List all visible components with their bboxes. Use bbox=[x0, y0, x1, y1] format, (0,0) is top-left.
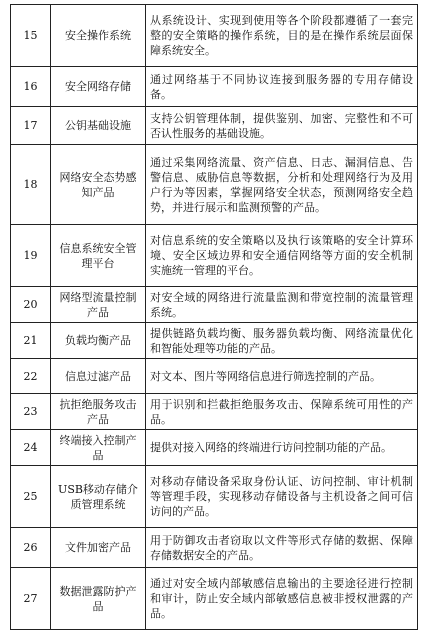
product-description: 通过采集网络流量、资产信息、日志、漏洞信息、告警信息、威胁信息等数据，分析和处理网络行为及用户行为等因素，掌握网络安全状态，预测网络安全趋势，并进行展示和监测预警的产品。 bbox=[146, 145, 418, 225]
product-name: 信息系统安全管理平台 bbox=[51, 225, 146, 287]
row-number: 16 bbox=[11, 67, 51, 107]
product-description: 支持公钥管理体制，提供鉴别、加密、完整性和不可否认性服务的基础设施。 bbox=[146, 107, 418, 145]
product-name: 信息过滤产品 bbox=[51, 359, 146, 394]
table-row bbox=[11, 225, 418, 287]
table-row bbox=[11, 466, 418, 528]
row-number: 22 bbox=[11, 359, 51, 394]
product-description: 用于防御攻击者窃取以文件等形式存储的数据、保障存储数据安全的产品。 bbox=[146, 528, 418, 568]
product-name: 公钥基础设施 bbox=[51, 107, 146, 145]
row-number: 20 bbox=[11, 287, 51, 323]
table-row bbox=[11, 359, 418, 394]
product-description: 通过对安全域内部敏感信息输出的主要途径进行控制和审计，防止安全域内部敏感信息被非授权泄露的产品。 bbox=[146, 568, 418, 630]
product-name: 负载均衡产品 bbox=[51, 323, 146, 359]
product-description: 对安全域的网络进行流量监测和带宽控制的流量管理系统。 bbox=[146, 287, 418, 323]
row-number: 26 bbox=[11, 528, 51, 568]
table-row bbox=[11, 568, 418, 630]
product-name: 安全网络存储 bbox=[51, 67, 146, 107]
row-number: 15 bbox=[11, 5, 51, 67]
table-row bbox=[11, 107, 418, 145]
product-name: 网络型流量控制产品 bbox=[51, 287, 146, 323]
product-description: 对文本、图片等网络信息进行筛选控制的产品。 bbox=[146, 359, 418, 394]
product-table bbox=[10, 4, 418, 630]
product-description: 对移动存储设备采取身份认证、访问控制、审计机制等管理手段，实现移动存储设备与主机设备之间可信访问的产品。 bbox=[146, 466, 418, 528]
product-description: 提供对接入网络的终端进行访问控制功能的产品。 bbox=[146, 430, 418, 466]
product-name: USB移动存储介质管理系统 bbox=[51, 466, 146, 528]
table-row bbox=[11, 323, 418, 359]
row-number: 23 bbox=[11, 394, 51, 430]
table-row bbox=[11, 394, 418, 430]
table-row bbox=[11, 430, 418, 466]
product-description: 提供链路负载均衡、服务器负载均衡、网络流量优化和智能处理等功能的产品。 bbox=[146, 323, 418, 359]
product-description: 从系统设计、实现到使用等各个阶段都遵循了一套完整的安全策略的操作系统，目的是在操作系统层面保障系统安全。 bbox=[146, 5, 418, 67]
row-number: 25 bbox=[11, 466, 51, 528]
row-number: 27 bbox=[11, 568, 51, 630]
table-row bbox=[11, 287, 418, 323]
product-name: 数据泄露防护产品 bbox=[51, 568, 146, 630]
table-row bbox=[11, 5, 418, 67]
row-number: 21 bbox=[11, 323, 51, 359]
product-description: 对信息系统的安全策略以及执行该策略的安全计算环境、安全区域边界和安全通信网络等方面的安全机制实施统一管理的平台。 bbox=[146, 225, 418, 287]
row-number: 17 bbox=[11, 107, 51, 145]
product-name: 网络安全态势感知产品 bbox=[51, 145, 146, 225]
table-row bbox=[11, 67, 418, 107]
product-name: 抗拒绝服务攻击产品 bbox=[51, 394, 146, 430]
row-number: 19 bbox=[11, 225, 51, 287]
product-name: 终端接入控制产品 bbox=[51, 430, 146, 466]
product-description: 用于识别和拦截拒绝服务攻击、保障系统可用性的产品。 bbox=[146, 394, 418, 430]
product-name: 安全操作系统 bbox=[51, 5, 146, 67]
row-number: 18 bbox=[11, 145, 51, 225]
row-number: 24 bbox=[11, 430, 51, 466]
product-description: 通过网络基于不同协议连接到服务器的专用存储设备。 bbox=[146, 67, 418, 107]
product-name: 文件加密产品 bbox=[51, 528, 146, 568]
table-row bbox=[11, 145, 418, 225]
table-row bbox=[11, 528, 418, 568]
